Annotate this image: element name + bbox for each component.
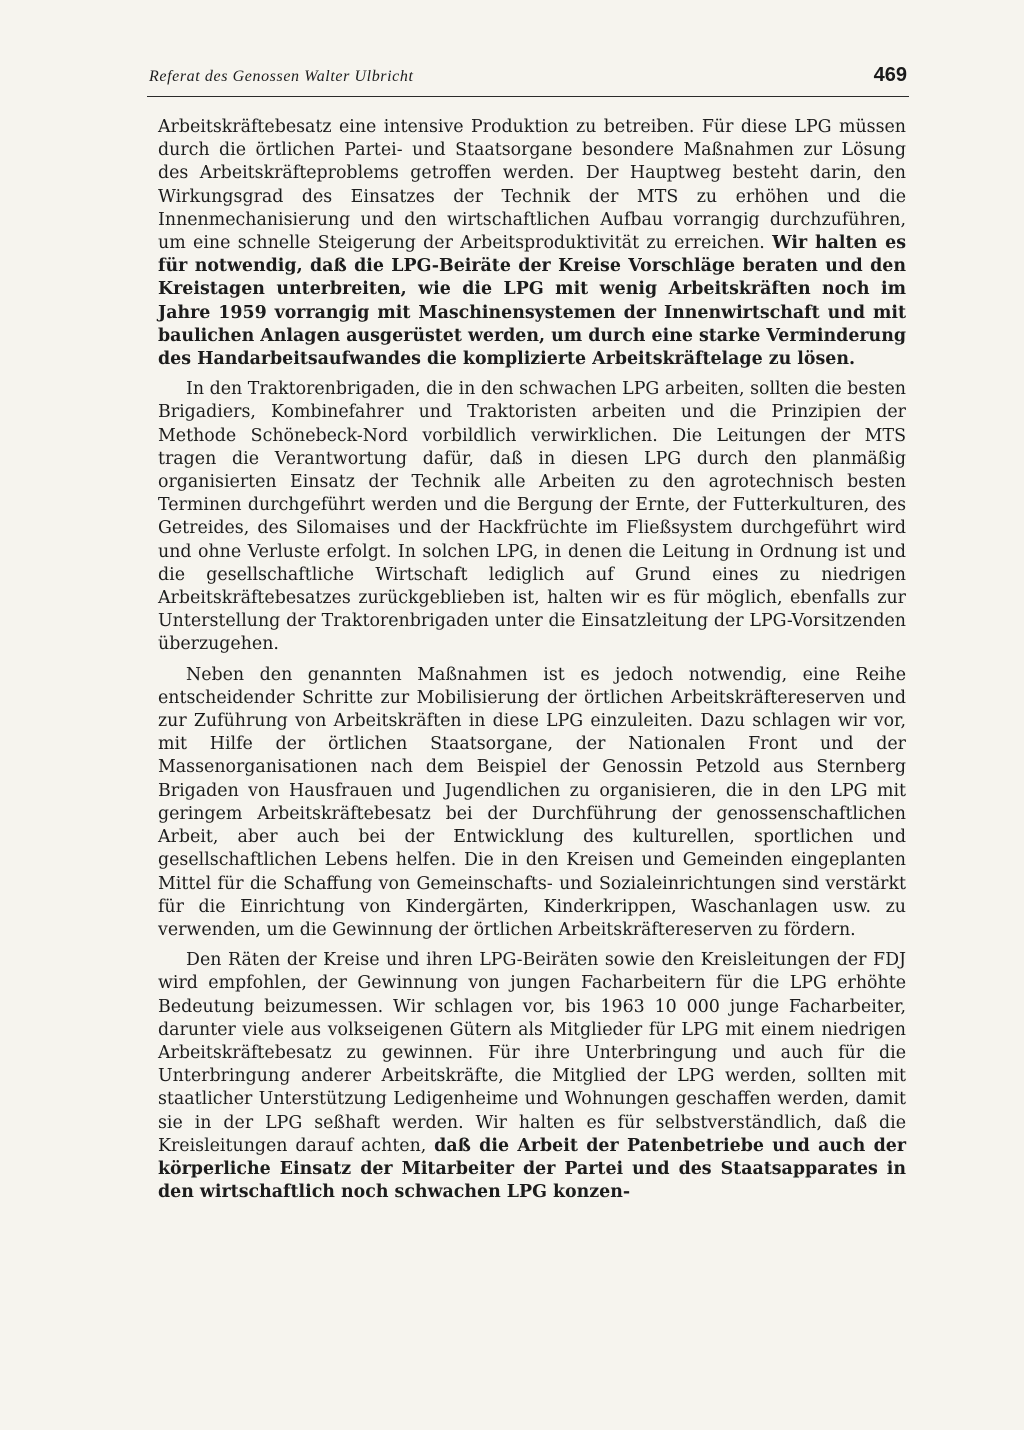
paragraph-4-text: Den Räten der Kreise und ihren LPG-Beiräten sowie den Kreisleitungen der FDJ wird empfohlen, der Gewinnung von jungen Facharbeitern für die LPG erhöhte Bedeutung beizumessen. Wir schlagen vor, bis 1963 10 000 junge Facharbeiter, darunter viele aus volkseigenen Gütern als Mitglieder für LPG mit einem niedrigen Arbeitskräftebesatz zu gewinnen. Für ihre Unterbringung und auch für die Unterbringung anderer Arbeitskräfte, die Mitglied der LPG werden, sollten mit staatlicher Unterstützung Ledigenheime und Wohnungen geschaffen werden, damit sie in der LPG seßhaft werden. Wir halten es für selbstverständlich, daß die Kreisleitungen darauf achten, [158,950,906,1156]
running-title: Referat des Genossen Walter Ulbricht [149,68,414,85]
paragraph-3: Neben den genannten Maßnahmen ist es jedoch notwendig, eine Reihe entscheidender Schritte zur Mobilisierung der örtlichen Arbeitskräftereserven und zur Zuführung von Arbeitskräften in diese LPG einzuleiten. Dazu schlagen wir vor, mit Hilfe der örtlichen Staatsorgane, der Nationalen Front und der Massenorganisationen nach dem Beispiel der Genossin Petzold aus Sternberg Brigaden von Hausfrauen und Jugendlichen zu organisieren, die in den LPG mit geringem Arbeitskräftebesatz bei der Durchführung der genossenschaftlichen Arbeit, aber auch bei der Entwicklung des kulturellen, sportlichen und gesellschaftlichen Lebens helfen. Die in den Kreisen und Gemeinden eingeplanten Mittel für die Schaffung von Gemeinschafts- und Sozialeinrichtungen sind verstärkt für die Einrichtung von Kindergärten, Kinderkrippen, Waschanlagen usw. zu verwenden, um die Gewinnung der örtlichen Arbeitskräftereserven zu fördern. [158,664,906,940]
running-header [147,62,909,97]
paragraph-1 [158,116,906,371]
paragraph-4-bold-text: daß die Arbeit der Patenbetriebe und auch der körperliche Einsatz der Mitarbeiter der Partei und des Staatsapparates in den wirtschaftlich noch schwachen LPG konzen- [158,1135,907,1203]
body-text [158,116,906,1211]
paragraph-1-text: Arbeitskräftebesatz eine intensive Produktion zu betreiben. Für diese LPG müssen durch die örtlichen Partei- und Staatsorgane besondere Maßnahmen zur Lösung des Arbeitskräfteproblems getroffen werden. Der Hauptweg besteht darin, den Wirkungsgrad des Einsatzes der Technik der MTS zu erhöhen und die Innenmechanisierung und den wirtschaftlichen Aufbau vorrangig durchzuführen, um eine schnelle Steigerung der Arbeitsproduktivität zu erreichen. [158,117,906,254]
paragraph-4 [158,949,906,1204]
paragraph-2: In den Traktorenbrigaden, die in den schwachen LPG arbeiten, sollten die besten Brigadiers, Kombinefahrer und Traktoristen arbeiten und die Prinzipien der Methode Schönebeck-Nord vorbildlich verwirklichen. Die Leitungen der MTS tragen die Verantwortung dafür, daß in diesen LPG durch den planmäßig organisierten Einsatz der Technik alle Arbeiten zu den agrotechnisch besten Terminen durchgeführt werden und die Bergung der Ernte, der Futterkulturen, des Getreides, des Silomaises und der Hackfrüchte im Fließsystem durchgeführt wird und ohne Verluste erfolgt. In solchen LPG, in denen die Leitung in Ordnung ist und die gesellschaftliche Wirtschaft lediglich auf Grund eines zu niedrigen Arbeitskräftebesatzes zurückgeblieben ist, halten wir es für möglich, ebenfalls zur Unterstellung der Traktorenbrigaden unter die Einsatzleitung der LPG-Vorsitzenden überzugehen. [158,379,906,655]
paragraph-1-bold-text: Wir halten es für notwendig, daß die LPG-Beiräte der Kreise Vorschläge beraten und den Kreistagen unterbreiten, wie die LPG mit wenig Arbeitskräften noch im Jahre 1959 vorrangig mit Maschinensystemen der Innenwirtschaft und mit baulichen Anlagen ausgerüstet werden, um durch eine starke Verminderung des Handarbeitsaufwandes die komplizierte Arbeitskräftelage zu lösen. [158,233,906,370]
page-number: 469 [873,64,907,86]
